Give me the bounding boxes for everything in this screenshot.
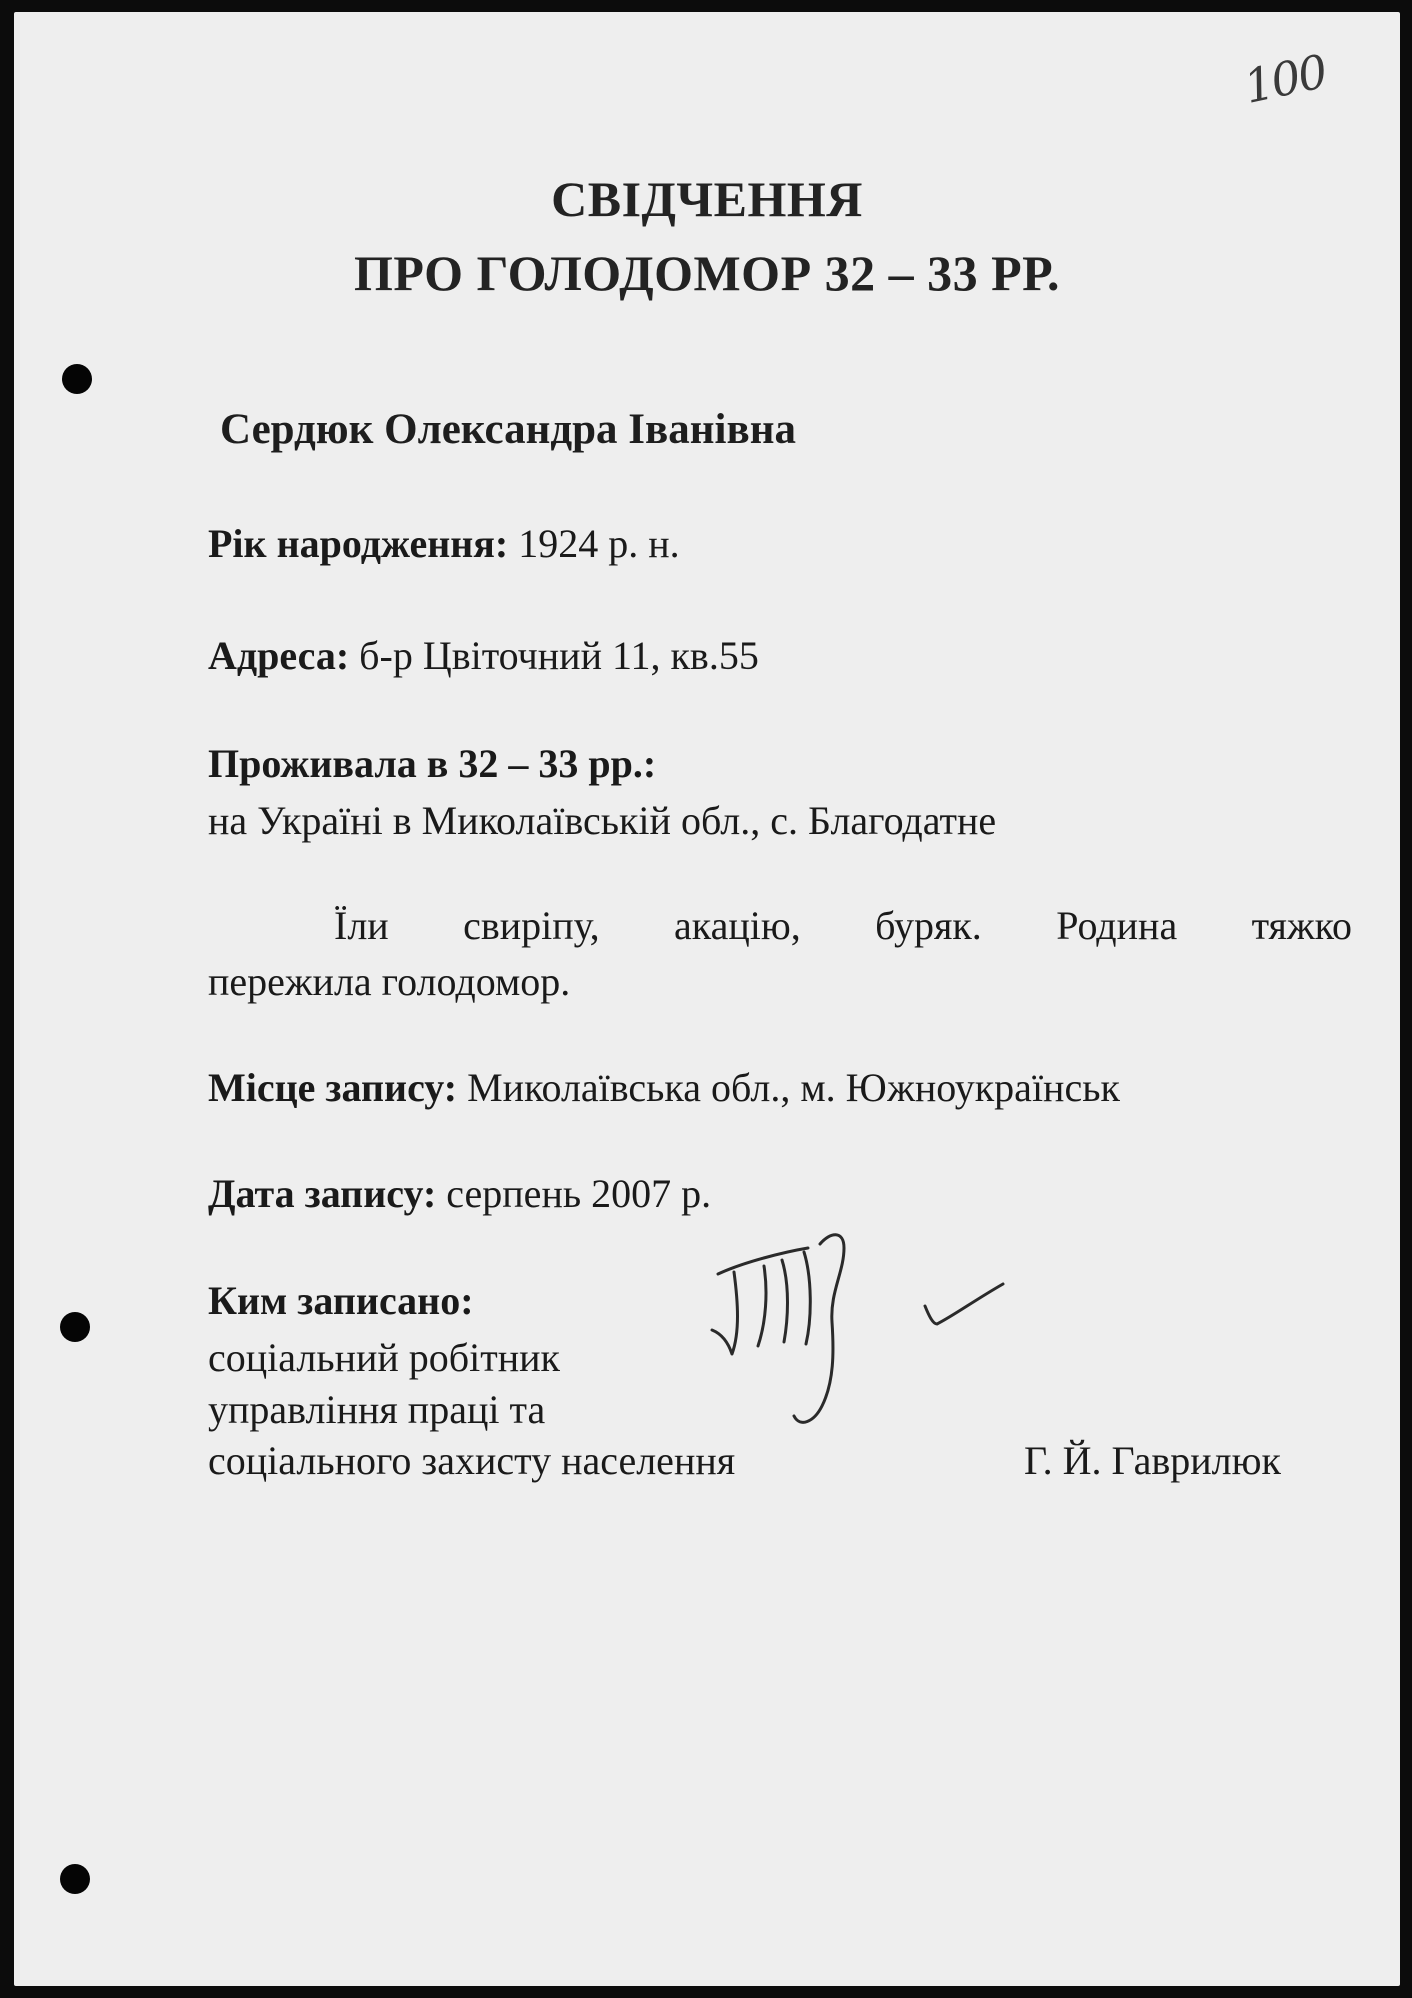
- record-date-label: Дата запису:: [208, 1171, 437, 1216]
- person-name: Сердюк Олександра Іванівна: [220, 406, 796, 453]
- document-title: СВІДЧЕННЯ: [551, 171, 863, 227]
- document-subtitle: ПРО ГОЛОДОМОР 32 – 33 РР.: [354, 245, 1060, 301]
- recorded-by-label: Ким записано:: [208, 1278, 474, 1323]
- birth-year-row: [208, 520, 680, 567]
- birth-year-value: 1924 р. н.: [518, 521, 680, 566]
- punch-hole: [60, 1312, 90, 1342]
- handwritten-signature: [704, 1222, 874, 1437]
- punch-hole: [62, 364, 92, 394]
- signer-name: Г. Й. Гаврилюк: [1024, 1438, 1281, 1483]
- recorder-position-line-1: соціальний робітник: [208, 1335, 560, 1380]
- birth-year-label: Рік народження:: [208, 521, 509, 566]
- recorder-position-line-2: управління праці та: [208, 1387, 546, 1432]
- residence-value: на Україні в Миколаївській обл., с. Благодатне: [208, 798, 997, 843]
- recorded-by-label-row: [208, 1277, 474, 1324]
- document-page: [14, 12, 1400, 1986]
- record-place-row: [208, 1064, 1120, 1111]
- residence-label: Проживала в 32 – 33 рр.:: [208, 741, 657, 786]
- record-place-value: Миколаївська обл., м. Южноукраїнськ: [467, 1065, 1120, 1110]
- address-value: б-р Цвіточний 11, кв.55: [359, 633, 759, 678]
- testimony-line-1: Їли свиріпу, акацію, буряк. Родина тяжко: [334, 903, 1352, 948]
- record-date-row: [208, 1170, 711, 1217]
- check-mark: [919, 1280, 1009, 1330]
- handwritten-page-number: 100: [1239, 44, 1331, 114]
- address-row: [208, 632, 759, 679]
- residence-label-row: [208, 740, 656, 787]
- address-label: Адреса:: [208, 633, 350, 678]
- record-place-label: Місце запису:: [208, 1065, 458, 1110]
- punch-hole: [60, 1864, 90, 1894]
- recorder-position-line-3: соціального захисту населення: [208, 1438, 736, 1483]
- testimony-line-2: пережила голодомор.: [208, 959, 571, 1004]
- record-date-value: серпень 2007 р.: [446, 1171, 712, 1216]
